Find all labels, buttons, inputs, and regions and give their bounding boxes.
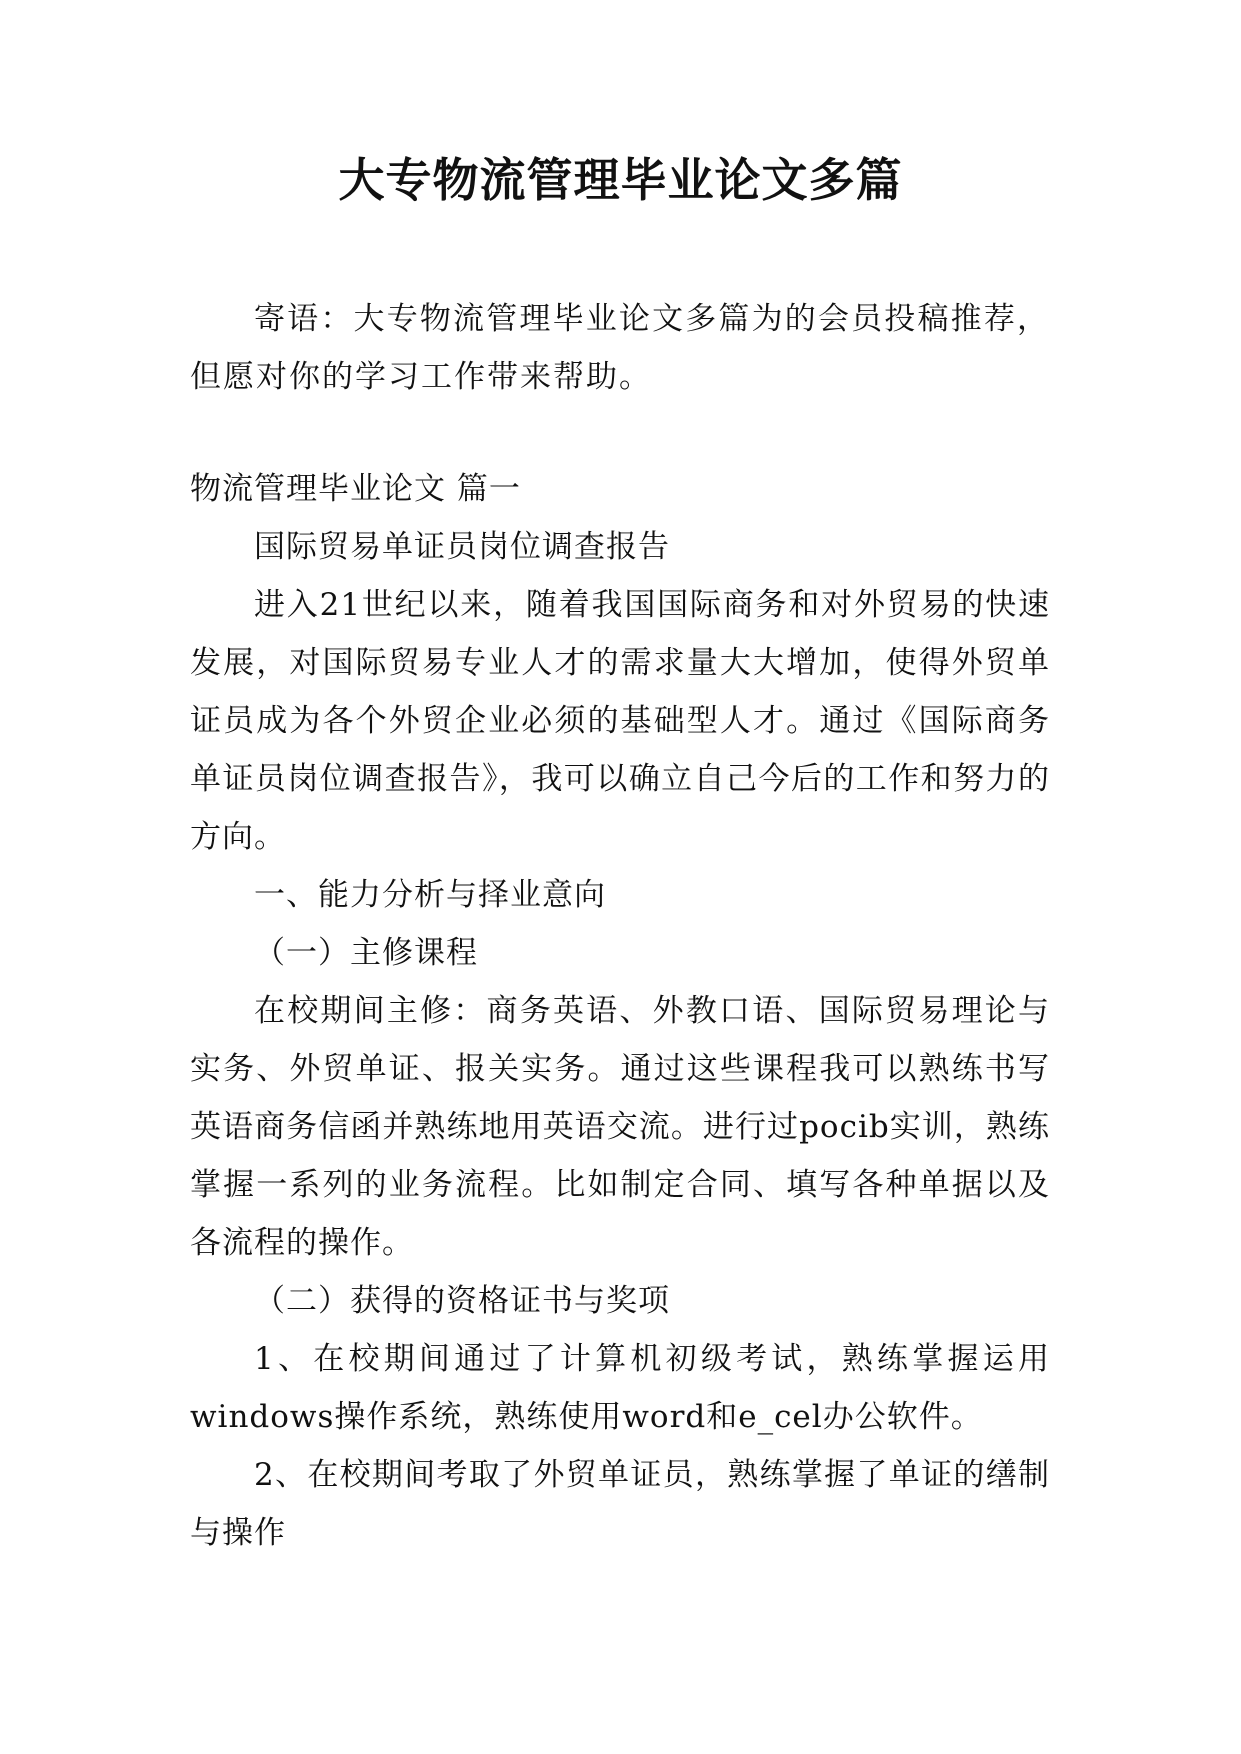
- page-title: 大专物流管理毕业论文多篇: [338, 153, 903, 207]
- body-paragraph: 在校期间主修：商务英语、外教口语、国际贸易理论与实务、外贸单证、报关实务。通过这些课程我可以熟练书写英语商务信函并熟练地用英语交流。进行过pocib实训，熟练掌握一系列的业务流程。比如制定合同、填写各种单据以及各流程的操作。: [190, 993, 1050, 1261]
- subheading: （一）主修课程: [254, 935, 478, 971]
- body-paragraph: 1、在校期间通过了计算机初级考试，熟练掌握运用windows操作系统，熟练使用word和e_cel办公软件。: [190, 1341, 1050, 1435]
- subheading: 一、能力分析与择业意向: [254, 877, 606, 913]
- report-title: 国际贸易单证员岗位调查报告: [254, 529, 670, 565]
- intro-paragraph: 寄语：大专物流管理毕业论文多篇为的会员投稿推荐，但愿对你的学习工作带来帮助。: [190, 301, 1050, 395]
- article-body: [190, 460, 1050, 1562]
- section-heading: 物流管理毕业论文 篇一: [190, 471, 521, 507]
- body-paragraph: 2、在校期间考取了外贸单证员，熟练掌握了单证的缮制与操作: [190, 1457, 1050, 1551]
- body-paragraph: 进入21世纪以来，随着我国国际商务和对外贸易的快速发展，对国际贸易专业人才的需求量大大增加，使得外贸单证员成为各个外贸企业必须的基础型人才。通过《国际商务单证员岗位调查报告》，我可以确立自己今后的工作和努力的方向。: [190, 587, 1050, 855]
- subheading: （二）获得的资格证书与奖项: [254, 1283, 670, 1319]
